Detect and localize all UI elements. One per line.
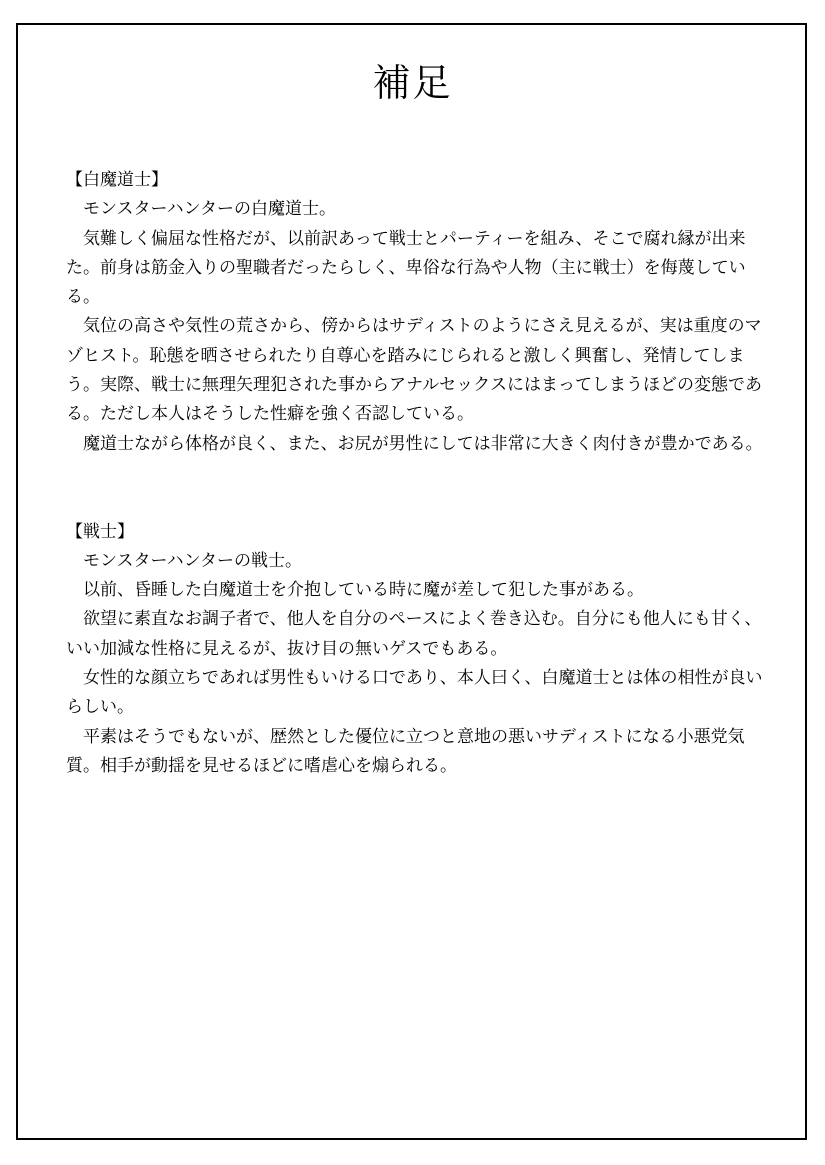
paragraph: 以前、昏睡した白魔道士を介抱している時に魔が差して犯した事がある。 xyxy=(83,580,644,601)
section-heading: 【白魔道士】 xyxy=(66,170,168,190)
paragraph: 気難しく偏屈な性格だが、以前訳あって戦士とパーティーを組み、そこで腐れ縁が出来た。前身は筋金入りの聖職者だったらしく、卑俗な行為や人物（主に戦士）を侮蔑している。 xyxy=(66,228,746,308)
paragraph: 魔道士ながら体格が良く、また、お尻が男性にしては非常に大きく肉付きが豊かである。 xyxy=(83,433,763,454)
section-warrior xyxy=(66,518,766,782)
paragraph: モンスターハンターの戦士。 xyxy=(83,550,302,571)
paragraph: 気位の高さや気性の荒さから、傍からはサディストのようにさえ見えるが、実は重度のマゾヒスト。恥態を晒させられたり自尊心を踏みにじられると激しく興奮し、発情してしまう。実際、戦士に無理矢理犯された事からアナルセックスにはまってしまうほどの変態である。ただし本人はそうした性癖を強く否認している。 xyxy=(66,316,762,425)
page-title: 補足 xyxy=(372,61,453,105)
section-spacer xyxy=(66,459,766,518)
section-white-mage xyxy=(66,166,766,459)
paragraph: モンスターハンターの白魔道士。 xyxy=(83,199,336,220)
paragraph: 平素はそうでもないが、歴然とした優位に立つと意地の悪いサディストになる小悪党気質。相手が動揺を見せるほどに嗜虐心を煽られる。 xyxy=(66,726,745,776)
section-heading: 【戦士】 xyxy=(66,521,134,542)
document-body xyxy=(66,166,766,781)
paragraph: 欲望に素直なお調子者で、他人を自分のペースによく巻き込む。自分にも他人にも甘く、いい加減な性格に見えるが、抜け目の無いゲスでもある。 xyxy=(66,609,762,659)
paragraph: 女性的な顔立ちであれば男性もいける口であり、本人曰く、白魔道士とは体の相性が良いらしい。 xyxy=(66,668,763,718)
